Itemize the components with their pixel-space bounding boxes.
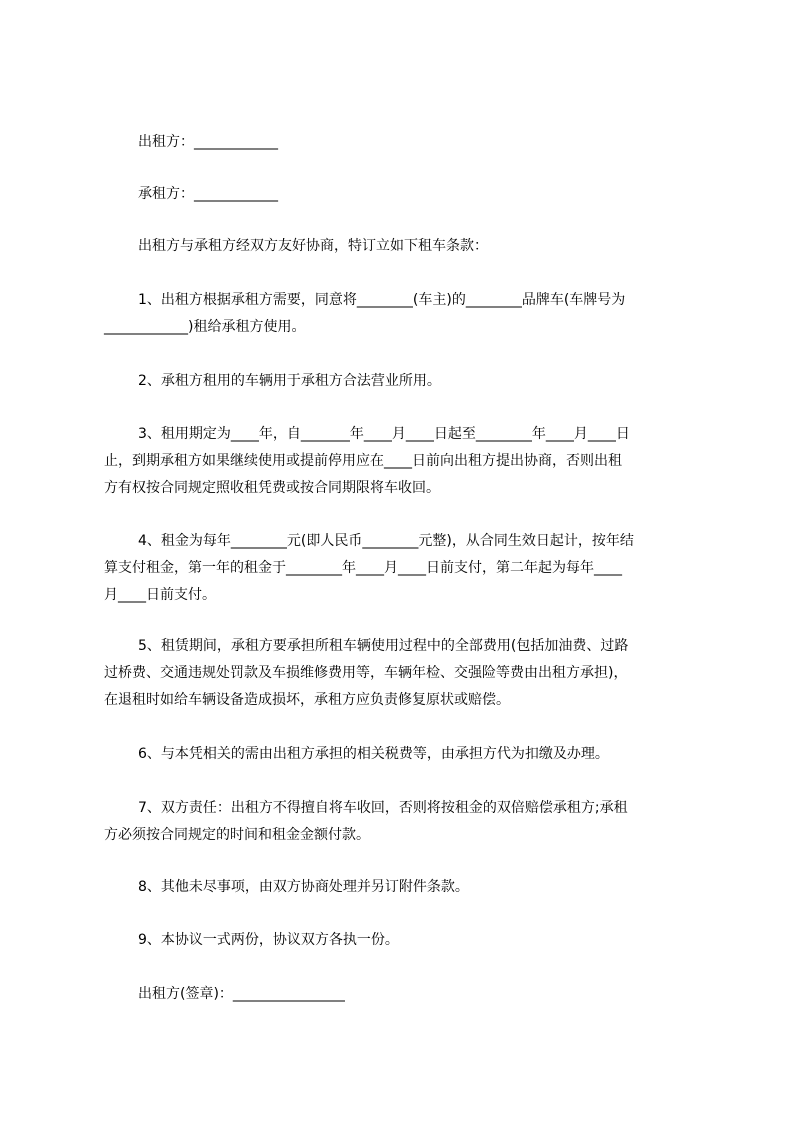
clause-3-line-3: 方有权按合同规定照收租凭费或按合同期限将车收回。 [104,480,440,496]
clause-7-line-1: 7、双方责任：出租方不得擅自将车收回，否则将按租金的双倍赔偿承租方;承租 [138,800,628,816]
clause-5-line-3: 在退租时如给车辆设备造成损坏，承租方应负责修复原状或赔偿。 [104,692,510,708]
clause-6-line-1: 6、与本凭相关的需由出租方承担的相关税费等，由承担方代为扣缴及办理。 [138,746,609,762]
clause-3-line-1: 3、租用期定为____年，自_______年____月____日起至________年____月____日 [138,426,630,442]
clause-4-line-1: 4、租金为每年________元(即人民币________元整)，从合同生效日起计，按年结 [138,533,634,549]
clause-3-line-2: 止，到期承租方如果继续使用或提前停用应在____日前向出租方提出协商，否则出租 [104,453,622,469]
intro-text: 出租方与承租方经双方友好协商，特订立如下租车条款： [138,238,488,254]
clause-2-line-1: 2、承租方租用的车辆用于承租方合法营业所用。 [138,373,441,389]
clause-1-line-1: 1、出租方根据承租方需要，同意将________(车主)的________品牌车(车牌号为 [138,292,626,308]
clause-5-line-1: 5、租赁期间，承租方要承担所租车辆使用过程中的全部费用(包括加油费、过路 [138,638,629,654]
clause-1-line-2: ____________)租给承租方使用。 [104,319,306,335]
clause-4-line-2: 算支付租金，第一年的租金于________年____月____日前支付，第二年起为每年____ [104,560,622,576]
clause-5-line-2: 过桥费、交通违规处罚款及车损维修费用等，车辆年检、交强险等费由出租方承担)， [104,665,628,681]
clause-4-line-3: 月____日前支付。 [104,587,216,603]
lessor-signature-field: 出租方(签章)：________________ [138,986,345,1002]
clause-8-line-1: 8、其他未尽事项，由双方协商处理并另订附件条款。 [138,879,469,895]
lessee-field: 承租方：____________ [138,186,278,202]
lessor-field: 出租方：____________ [138,134,278,150]
clause-7-line-2: 方必须按合同规定的时间和租金金额付款。 [104,827,370,843]
clause-9-line-1: 9、本协议一式两份，协议双方各执一份。 [138,932,399,948]
